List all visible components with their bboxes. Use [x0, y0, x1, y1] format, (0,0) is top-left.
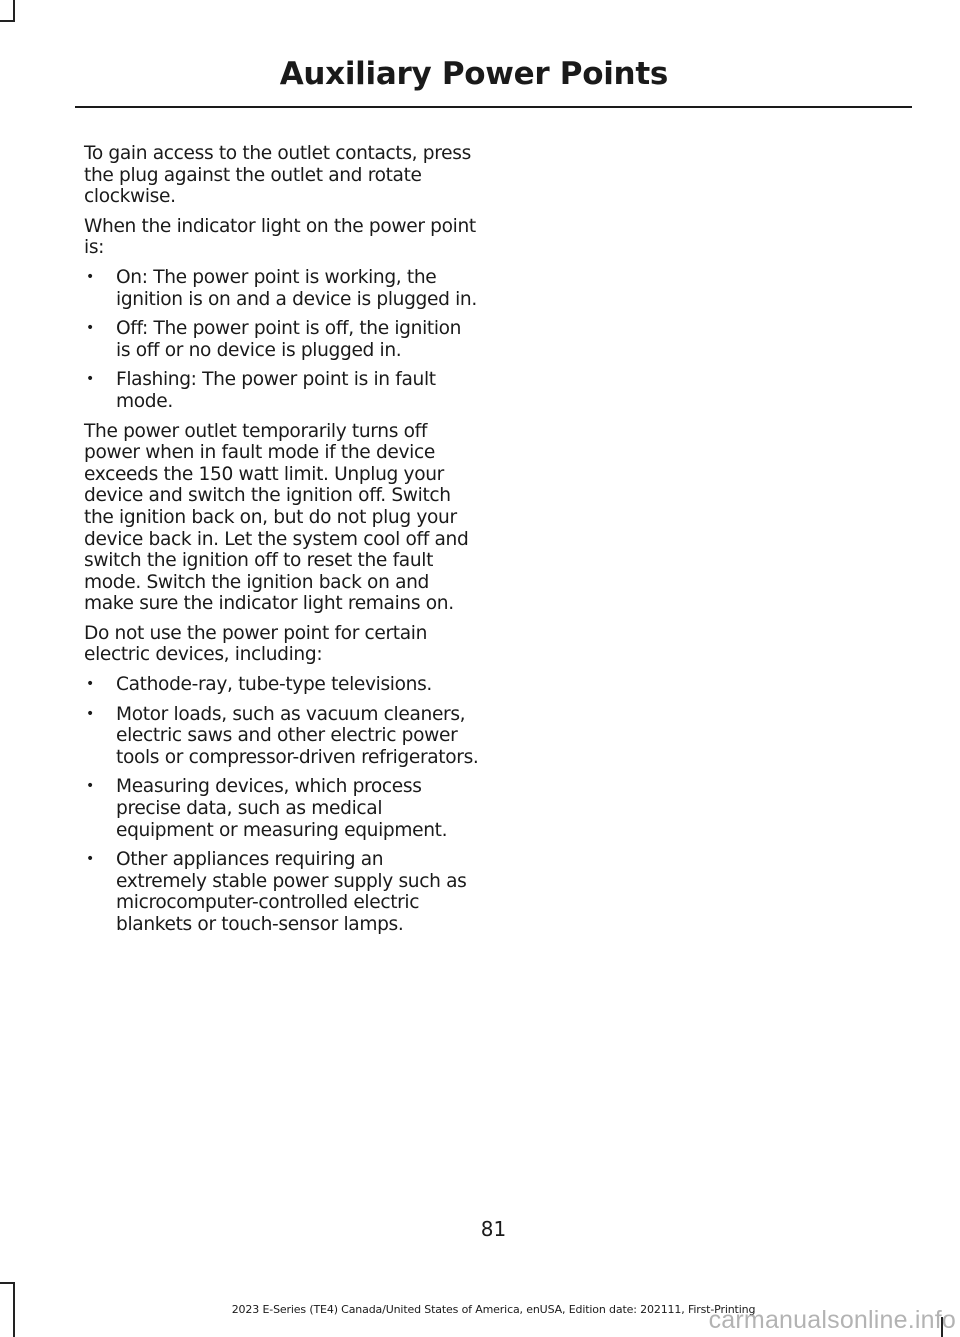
- list-item-text: On: The power point is working, the ignition is on and a device is plugged in.: [116, 266, 477, 310]
- restricted-device-list: [84, 674, 479, 936]
- list-item: [84, 318, 479, 361]
- page-title: Auxiliary Power Points: [279, 56, 668, 92]
- bullet-icon: •: [86, 851, 94, 868]
- list-item: [84, 776, 479, 841]
- list-item-text: Off: The power point is off, the ignition is off or no device is plugged in.: [116, 318, 462, 361]
- indicator-lead-paragraph: When the indicator light on the power point is:: [84, 215, 476, 259]
- crop-mark-bottom-left-horizontal: [0, 1282, 15, 1284]
- main-content: [84, 143, 479, 944]
- bullet-icon: •: [86, 371, 94, 388]
- list-item: [84, 267, 479, 310]
- crop-mark-top-left-vertical: [13, 0, 15, 22]
- edition-footer: 2023 E-Series (TE4) Canada/United States of America, enUSA, Edition date: 202111, First-Printing: [231, 1303, 756, 1316]
- list-item-text: Cathode-ray, tube-type televisions.: [116, 674, 432, 696]
- restriction-lead-paragraph: Do not use the power point for certain electric devices, including:: [84, 622, 428, 666]
- list-item: [84, 369, 479, 412]
- crop-mark-top-left-horizontal: [0, 20, 15, 22]
- page-number: 81: [480, 1217, 507, 1241]
- list-item-text: Flashing: The power point is in fault mode.: [116, 369, 436, 412]
- header-divider: [75, 106, 912, 108]
- intro-paragraph: To gain access to the outlet contacts, press the plug against the outlet and rotate clockwise.: [84, 143, 471, 208]
- list-item: [84, 849, 479, 935]
- fault-mode-paragraph: The power outlet temporarily turns off power when in fault mode if the device exceeds the 150 watt limit. Unplug your device and switch the ignition off. Switch the ignition back on, but do not plug your device back in. Let the system cool off and switch the ignition off to reset the fault mode. Switch the ignition back on and make sure the indicator light remains on.: [84, 420, 469, 615]
- list-item-text: Other appliances requiring an extremely stable power supply such as microcomputer-controlled electric blankets or touch-sensor lamps.: [116, 849, 467, 935]
- list-item: [84, 674, 479, 696]
- bullet-icon: •: [86, 268, 94, 285]
- bullet-icon: •: [86, 778, 94, 795]
- watermark: carmanualsonline.info: [708, 1306, 956, 1334]
- bullet-icon: •: [86, 320, 94, 337]
- list-item: [84, 704, 479, 769]
- bullet-icon: •: [86, 705, 94, 722]
- list-item-text: Motor loads, such as vacuum cleaners, electric saws and other electric power tools or compressor-driven refrigerators.: [116, 703, 479, 768]
- list-item-text: Measuring devices, which process precise data, such as medical equipment or measuring equipment.: [116, 776, 448, 841]
- indicator-state-list: [84, 267, 479, 413]
- bullet-icon: •: [86, 676, 94, 693]
